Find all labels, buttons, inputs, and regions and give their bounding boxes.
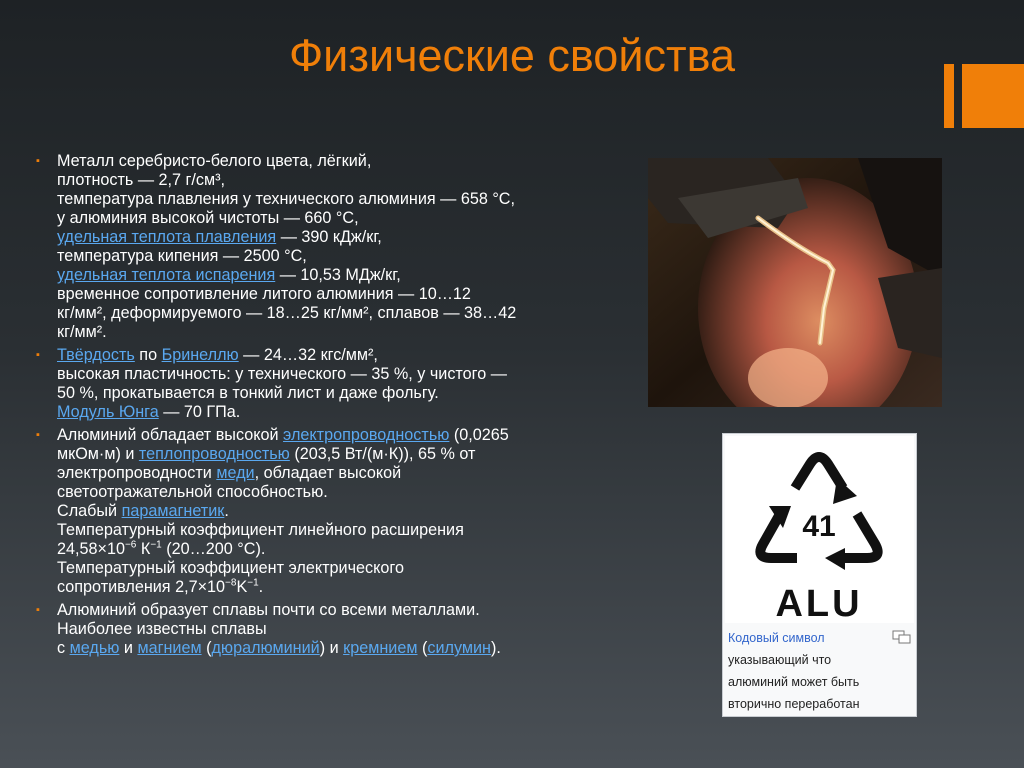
recycling-symbol-card: [722, 433, 917, 717]
text-segment: кг/мм².: [57, 323, 107, 341]
bullet-line: [57, 521, 626, 540]
text-segment: (20…200 °C).: [161, 540, 266, 558]
recycling-symbol-image: [725, 436, 914, 623]
bullet-line: [57, 266, 626, 285]
wiki-link[interactable]: электропроводностью: [283, 426, 450, 444]
enlarge-icon[interactable]: [892, 630, 912, 649]
heated-aluminum-wire-image: [648, 158, 942, 407]
recycling-material-label: ALU: [775, 583, 863, 623]
bullet-marker-icon: ▪: [36, 155, 40, 167]
bullet-item: [36, 601, 626, 658]
text-segment: Алюминий образует сплавы почти со всеми металлами.: [57, 601, 480, 619]
bullet-line: [57, 559, 626, 578]
text-segment: Температурный коэффициент электрического: [57, 559, 404, 577]
text-segment: К: [136, 540, 151, 558]
wiki-link[interactable]: Бринеллю: [161, 346, 239, 364]
recycling-caption: [728, 627, 910, 715]
bullet-line: [57, 171, 626, 190]
bullet-marker-icon: ▪: [36, 349, 40, 361]
text-segment: светоотражательной способностью.: [57, 483, 328, 501]
text-segment: Алюминий обладает высокой: [57, 426, 284, 444]
wiki-link[interactable]: Модуль Юнга: [57, 403, 159, 421]
text-segment: ) и: [319, 639, 344, 657]
wiki-link[interactable]: удельная теплота плавления: [57, 228, 277, 246]
caption-line: вторично переработан: [728, 697, 860, 711]
bullet-line: [57, 601, 626, 620]
text-segment: .: [224, 502, 229, 520]
text-segment: — 390 кДж/кг,: [276, 228, 382, 246]
text-segment: — 10,53 МДж/кг,: [275, 266, 401, 284]
superscript: −8: [225, 577, 237, 589]
wiki-link[interactable]: теплопроводностью: [138, 445, 290, 463]
recycling-code-text: 41: [802, 510, 836, 543]
decor-bar-thin: [944, 64, 954, 128]
bullet-line: [57, 152, 626, 171]
caption-title: Кодовый символ: [728, 631, 825, 645]
text-segment: (203,5 Вт/(м·К)), 65 % от: [289, 445, 476, 463]
slide-title: Физические свойства: [288, 30, 736, 81]
bullet-marker-icon: ▪: [36, 604, 40, 616]
superscript: −1: [247, 577, 259, 589]
caption-line: алюминий может быть: [728, 675, 860, 689]
text-segment: температура плавления у технического алюминия — 658 °C,: [57, 190, 515, 208]
text-segment: с: [57, 639, 70, 657]
text-segment: плотность — 2,7 г/см³,: [57, 171, 226, 189]
bullet-line: [57, 190, 626, 209]
bullet-line: [57, 365, 626, 384]
text-segment: , обладает высокой: [254, 464, 402, 482]
caption-line: указывающий что: [728, 653, 832, 667]
text-segment: температура кипения — 2500 °C,: [57, 247, 307, 265]
wiki-link[interactable]: силумин: [427, 639, 491, 657]
bullet-line: [57, 346, 626, 365]
text-segment: мкОм·м) и: [57, 445, 139, 463]
text-segment: временное сопротивление литого алюминия — 10…12: [57, 285, 471, 303]
text-segment: по: [134, 346, 162, 364]
bullet-line: [57, 403, 626, 422]
heated-wire-photo: [648, 158, 942, 407]
bullet-line: [57, 483, 626, 502]
bullet-marker-icon: ▪: [36, 429, 40, 441]
bullet-item: [36, 152, 626, 342]
text-segment: сопротивления 2,7×10: [57, 578, 226, 596]
bullet-item: [36, 346, 626, 422]
text-segment: электропроводности: [57, 464, 217, 482]
text-segment: — 24…32 кгс/мм²,: [238, 346, 378, 364]
text-segment: .: [258, 578, 264, 596]
text-segment: и: [119, 639, 138, 657]
wiki-link[interactable]: дюралюминий: [211, 639, 320, 657]
text-segment: высокая пластичность: у технического — 35 %, у чистого —: [57, 365, 507, 383]
wiki-link[interactable]: Твёрдость: [57, 346, 135, 364]
wiki-link[interactable]: меди: [216, 464, 255, 482]
text-segment: (0,0265: [449, 426, 509, 444]
text-segment: (: [201, 639, 212, 657]
bullet-line: [57, 384, 626, 403]
text-segment: — 70 ГПа.: [158, 403, 241, 421]
bullet-line: [57, 445, 626, 464]
recycling-triangle-icon: [725, 436, 914, 623]
text-segment: K: [236, 578, 248, 596]
bullet-line: [57, 285, 626, 304]
bullet-line: [57, 502, 626, 521]
text-segment: Температурный коэффициент линейного расширения: [57, 521, 464, 539]
bullet-line: [57, 639, 626, 658]
text-segment: 24,58×10: [57, 540, 125, 558]
bullet-item: [36, 426, 626, 597]
wiki-link[interactable]: кремнием: [343, 639, 418, 657]
bullet-line: [57, 323, 626, 342]
bullet-line: [57, 209, 626, 228]
wiki-link[interactable]: медью: [69, 639, 120, 657]
text-segment: 50 %, прокатывается в тонкий лист и даже фольгу.: [57, 384, 439, 402]
superscript: −1: [150, 539, 162, 551]
wiki-link[interactable]: удельная теплота испарения: [57, 266, 276, 284]
bullet-line: [57, 540, 626, 559]
bullet-line: [57, 247, 626, 266]
text-segment: Слабый: [57, 502, 122, 520]
bullet-line: [57, 426, 626, 445]
text-segment: ).: [490, 639, 501, 657]
decor-bar-wide: [962, 64, 1024, 128]
text-segment: (: [417, 639, 428, 657]
properties-list: [36, 152, 626, 662]
bullet-line: [57, 304, 626, 323]
wiki-link[interactable]: парамагнетик: [121, 502, 225, 520]
bullet-line: [57, 228, 626, 247]
bullet-line: [57, 578, 626, 597]
text-segment: Наиболее известны сплавы: [57, 620, 267, 638]
bullet-line: [57, 464, 626, 483]
text-segment: у алюминия высокой чистоты — 660 °C,: [57, 209, 359, 227]
superscript: −6: [124, 539, 137, 551]
text-segment: Металл серебристо-белого цвета, лёгкий,: [57, 152, 372, 170]
text-segment: кг/мм², деформируемого — 18…25 кг/мм², сплавов — 38…42: [57, 304, 517, 322]
bullet-line: [57, 620, 626, 639]
wiki-link[interactable]: магнием: [137, 639, 202, 657]
